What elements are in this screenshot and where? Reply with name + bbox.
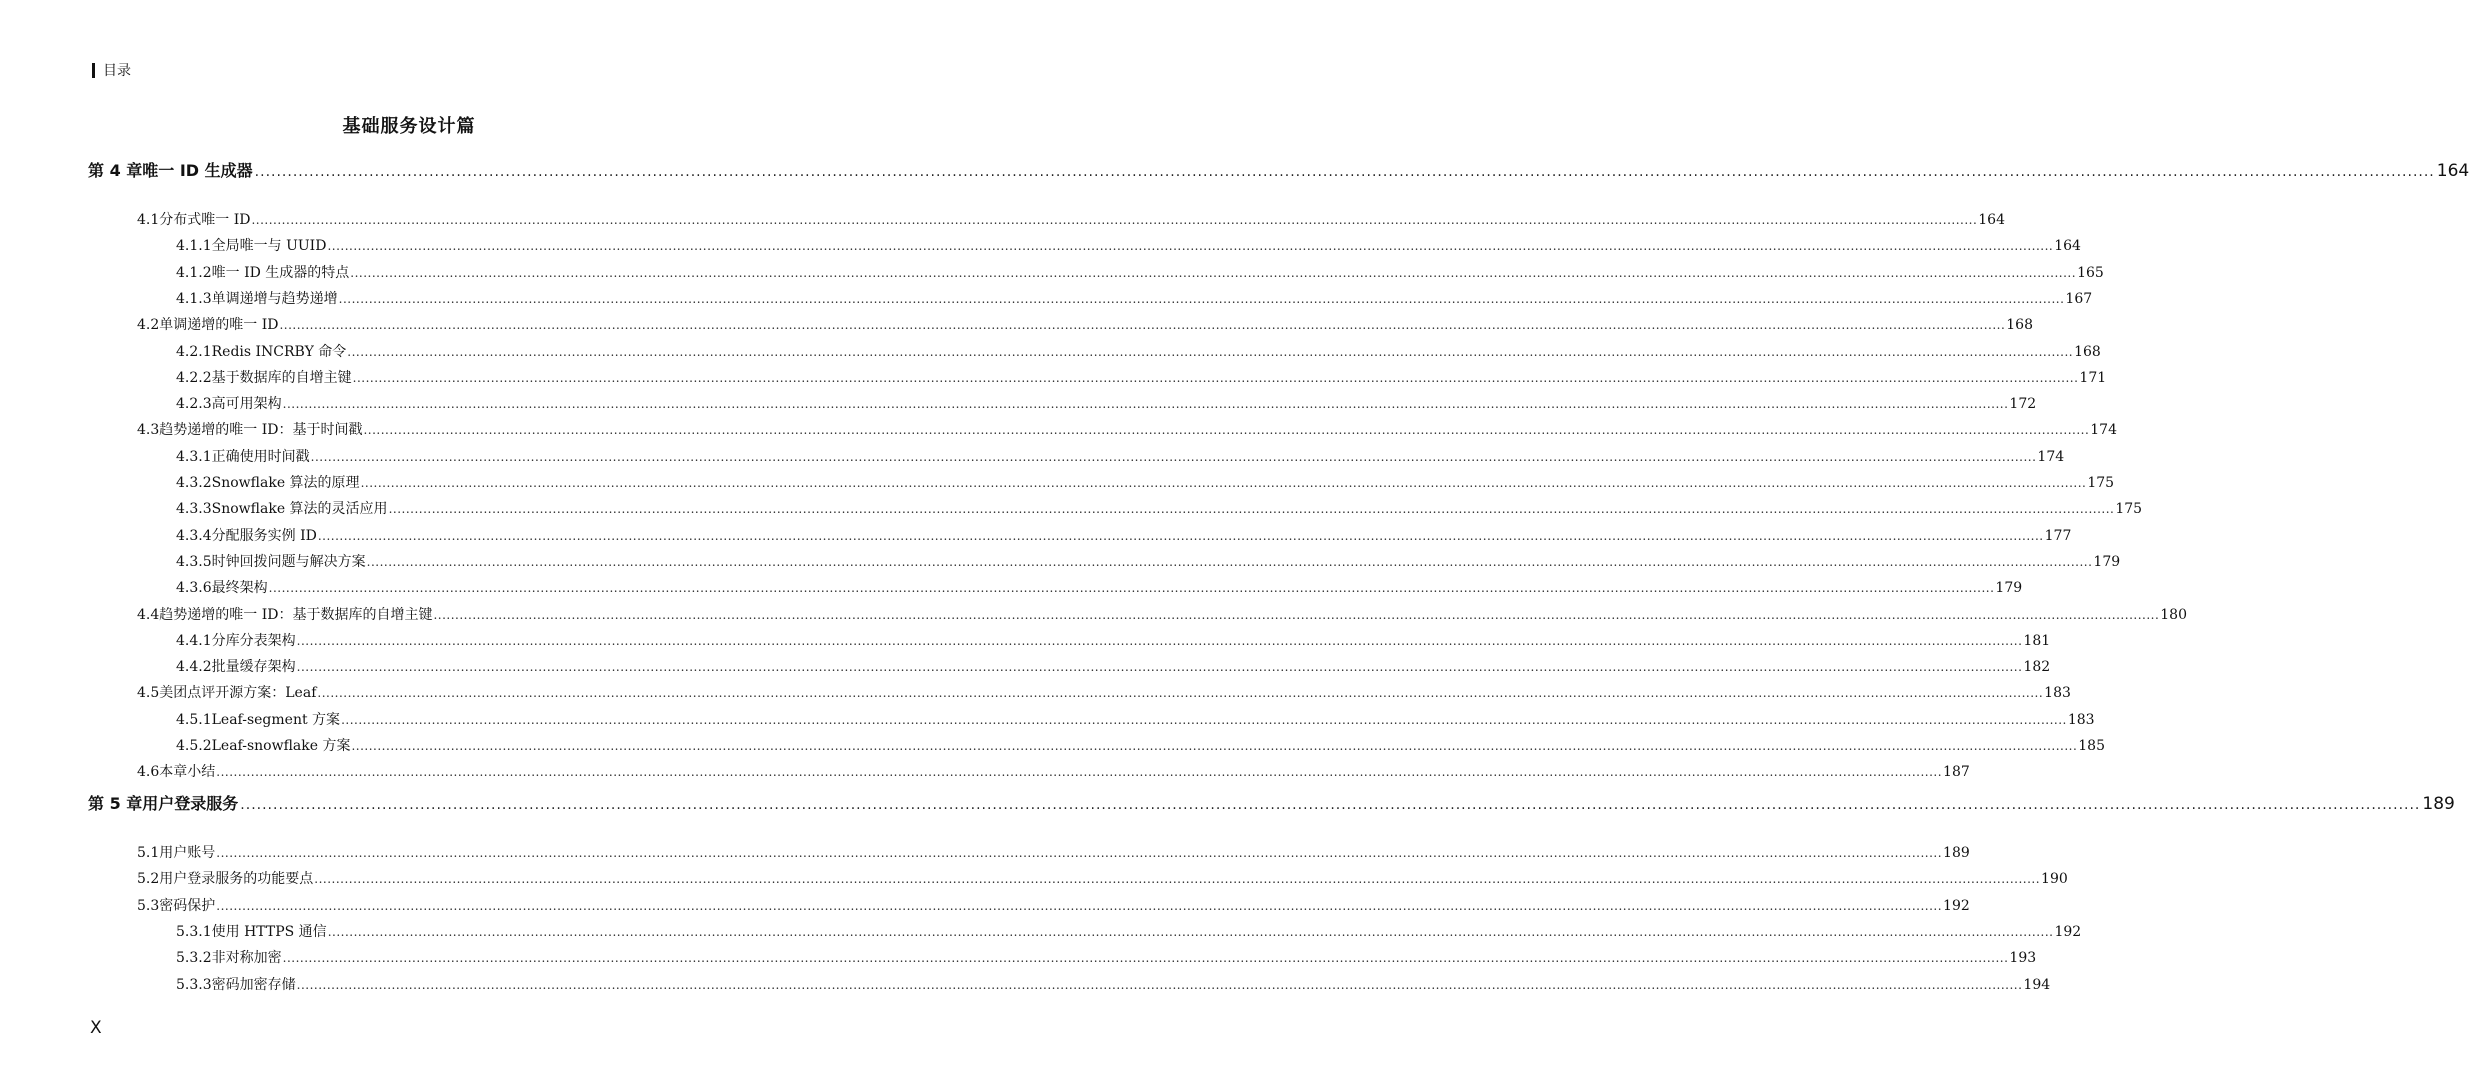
header-bar [92, 63, 95, 78]
entry-title: 分配服务实例 ID [211, 527, 317, 544]
section-entry[interactable] [137, 419, 2117, 445]
dot-leader: ................................................................................................................................................................................................................................................................................................................................................................................................................ [360, 476, 2087, 490]
chapter-title: 用户登录服务 [142, 794, 239, 813]
entry-page: 174 [2090, 422, 2117, 439]
subsection-entry[interactable] [176, 630, 2051, 656]
chapter-page: 189 [2422, 794, 2455, 814]
entry-title: 分库分表架构 [211, 632, 296, 649]
dot-leader: ................................................................................................................................................................................................................................................................................................................................................................................................................ [282, 951, 2009, 966]
entry-title: 密码加密存储 [211, 976, 296, 993]
dot-leader: ................................................................................................................................................................................................................................................................................................................................................................................................................ [279, 318, 2006, 333]
entry-number: 4.5 [137, 685, 160, 702]
dot-leader: ................................................................................................................................................................................................................................................................................................................................................................................................................ [314, 872, 2041, 887]
entry-title: 美团点评开源方案：Leaf [159, 685, 317, 702]
entry-page: 164 [2054, 238, 2081, 255]
entry-number: 4.5.1 [176, 711, 212, 728]
entry-number: 4.3.3 [176, 501, 212, 518]
part-title: 基础服务设计篇 [342, 116, 476, 137]
entry-page: 183 [2067, 711, 2095, 728]
entry-number: 4.5.2 [176, 738, 212, 754]
entry-page: 168 [2006, 317, 2033, 334]
chapter-title: 唯一 ID 生成器 [142, 161, 253, 180]
chapter-page: 164 [2436, 161, 2469, 181]
entry-page: 185 [2078, 738, 2105, 754]
entry-title: 时钟回拨问题与解决方案 [211, 553, 366, 570]
running-header [92, 60, 131, 80]
header-label: 目录 [103, 63, 131, 79]
entry-number: 4.3.5 [176, 553, 212, 570]
entry-page: 192 [2054, 923, 2082, 940]
chapter-number: 第 4 章 [88, 161, 143, 180]
subsection-entry[interactable] [176, 446, 2065, 472]
entry-number: 5.3.2 [176, 950, 212, 967]
subsection-entry[interactable] [176, 393, 2037, 419]
dot-leader: ................................................................................................................................................................................................................................................................................................................................................................................................................ [317, 528, 2044, 543]
entry-page: 177 [2044, 527, 2072, 544]
entry-title: 趋势递增的唯一 ID：基于时间戳 [159, 422, 363, 439]
dot-leader: ................................................................................................................................................................................................................................................................................................................................................................................................................ [352, 370, 2079, 385]
subsection-entry[interactable] [176, 235, 2081, 261]
dot-leader: ................................................................................................................................................................................................................................................................................................................................................................................................................ [216, 898, 1943, 913]
subsection-entry[interactable] [176, 472, 2115, 498]
entry-title: 用户账号 [159, 845, 216, 861]
entry-page: 165 [2077, 264, 2104, 281]
subsection-entry[interactable] [176, 974, 2051, 1000]
entry-title: Snowflake 算法的原理 [211, 475, 360, 491]
entry-page: 164 [1978, 212, 2005, 228]
entry-page: 175 [2087, 475, 2115, 491]
subsection-entry[interactable] [176, 498, 2143, 524]
dot-leader: ................................................................................................................................................................................................................................................................................................................................................................................................................ [388, 502, 2115, 517]
dot-leader: ................................................................................................................................................................................................................................................................................................................................................................................................................ [296, 633, 2023, 648]
entry-number: 4.3.6 [176, 580, 212, 597]
subsection-entry[interactable] [176, 735, 2105, 761]
entry-number: 4.1.2 [176, 264, 212, 281]
entry-page: 175 [2115, 501, 2143, 518]
entry-page: 174 [2037, 448, 2065, 465]
dot-leader: ................................................................................................................................................................................................................................................................................................................................................................................................................ [310, 449, 2037, 464]
dot-leader: ................................................................................................................................................................................................................................................................................................................................................................................................................ [240, 797, 2421, 813]
entry-number: 4.1.3 [176, 290, 212, 307]
entry-page: 193 [2009, 950, 2037, 967]
entry-number: 4.3.1 [176, 448, 212, 465]
entry-title: 趋势递增的唯一 ID：基于数据库的自增主键 [159, 606, 433, 623]
dot-leader: ................................................................................................................................................................................................................................................................................................................................................................................................................ [317, 686, 2044, 701]
entry-page: 168 [2074, 343, 2101, 360]
entry-title: 密码保护 [159, 897, 216, 914]
entry-number: 4.4.2 [176, 659, 212, 676]
dot-leader: ................................................................................................................................................................................................................................................................................................................................................................................................................ [366, 554, 2093, 569]
entry-number: 5.3.1 [176, 923, 212, 940]
section-entry[interactable] [137, 314, 2033, 340]
dot-leader: ................................................................................................................................................................................................................................................................................................................................................................................................................ [363, 423, 2090, 438]
entry-title: 批量缓存架构 [211, 659, 296, 676]
entry-page: 179 [1995, 580, 2023, 597]
entry-page: 189 [1943, 845, 1970, 861]
dot-leader: ................................................................................................................................................................................................................................................................................................................................................................................................................ [351, 739, 2078, 753]
entry-title: 正确使用时间戳 [211, 448, 310, 465]
subsection-entry[interactable] [176, 656, 2051, 682]
section-entry[interactable] [137, 868, 2068, 894]
section-entry[interactable] [137, 682, 2071, 708]
entry-title: 最终架构 [211, 580, 268, 597]
subsection-entry[interactable] [176, 288, 2093, 314]
dot-leader: ................................................................................................................................................................................................................................................................................................................................................................................................................ [327, 239, 2054, 254]
entry-title: Snowflake 算法的灵活应用 [211, 501, 388, 518]
dot-leader: ................................................................................................................................................................................................................................................................................................................................................................................................................ [296, 660, 2023, 675]
section-entry[interactable] [137, 604, 2187, 630]
entry-page: 171 [2079, 369, 2107, 386]
entry-title: Leaf-segment 方案 [211, 711, 341, 728]
entry-title: 本章小结 [159, 764, 216, 781]
chapter-entry[interactable] [88, 158, 2469, 181]
page-number: X [90, 1018, 102, 1038]
entry-number: 4.2.2 [176, 369, 212, 386]
dot-leader: ................................................................................................................................................................................................................................................................................................................................................................................................................ [251, 213, 1978, 227]
dot-leader: ................................................................................................................................................................................................................................................................................................................................................................................................................ [268, 581, 1995, 596]
entry-title: Redis INCRBY 命令 [211, 343, 347, 360]
dot-leader: ................................................................................................................................................................................................................................................................................................................................................................................................................ [347, 344, 2074, 359]
entry-number: 4.3 [137, 422, 160, 439]
entry-title: 非对称加密 [211, 950, 282, 967]
entry-number: 5.3 [137, 897, 160, 914]
dot-leader: ................................................................................................................................................................................................................................................................................................................................................................................................................ [350, 265, 2077, 280]
entry-page: 167 [2065, 290, 2093, 307]
subsection-entry[interactable] [176, 947, 2037, 973]
entry-page: 194 [2023, 976, 2051, 993]
entry-page: 183 [2044, 685, 2071, 702]
entry-title: 唯一 ID 生成器的特点 [211, 264, 350, 281]
entry-number: 4.3.2 [176, 475, 212, 491]
entry-number: 4.2 [137, 317, 160, 334]
dot-leader: ................................................................................................................................................................................................................................................................................................................................................................................................................ [341, 712, 2067, 727]
entry-number: 4.2.1 [176, 343, 212, 360]
dot-leader: ................................................................................................................................................................................................................................................................................................................................................................................................................ [296, 977, 2023, 992]
entry-title: 使用 HTTPS 通信 [211, 923, 327, 940]
dot-leader: ................................................................................................................................................................................................................................................................................................................................................................................................................ [216, 846, 1943, 860]
entry-number: 4.4.1 [176, 632, 212, 649]
entry-title: 用户登录服务的功能要点 [159, 871, 314, 888]
section-entry[interactable] [137, 895, 1970, 921]
entry-page: 190 [2041, 871, 2068, 888]
dot-leader: ................................................................................................................................................................................................................................................................................................................................................................................................................ [433, 607, 2160, 622]
subsection-entry[interactable] [176, 577, 2023, 603]
entry-page: 192 [1943, 897, 1970, 914]
subsection-entry[interactable] [176, 551, 2121, 577]
dot-leader: ................................................................................................................................................................................................................................................................................................................................................................................................................ [216, 765, 1943, 780]
subsection-entry[interactable] [176, 341, 2101, 367]
chapter-number: 第 5 章 [88, 794, 143, 813]
entry-title: Leaf-snowflake 方案 [211, 738, 351, 754]
subsection-entry[interactable] [176, 367, 2107, 393]
dot-leader: ................................................................................................................................................................................................................................................................................................................................................................................................................ [338, 291, 2065, 306]
entry-number: 4.3.4 [176, 527, 212, 544]
entry-number: 4.2.3 [176, 396, 212, 413]
entry-page: 187 [1943, 764, 1970, 781]
section-entry[interactable] [137, 761, 1970, 787]
entry-title: 分布式唯一 ID [159, 212, 251, 228]
entry-number: 5.3.3 [176, 976, 212, 993]
dot-leader: ................................................................................................................................................................................................................................................................................................................................................................................................................ [327, 924, 2054, 939]
entry-page: 182 [2023, 659, 2051, 676]
section-entry[interactable] [137, 842, 1970, 868]
entry-page: 180 [2160, 606, 2187, 623]
entry-page: 179 [2093, 553, 2121, 570]
entry-number: 4.4 [137, 606, 160, 623]
entry-number: 4.6 [137, 764, 160, 781]
dot-leader: ................................................................................................................................................................................................................................................................................................................................................................................................................ [254, 164, 2435, 180]
entry-title: 高可用架构 [211, 396, 282, 413]
entry-title: 单调递增与趋势递增 [211, 290, 338, 307]
entry-number: 4.1.1 [176, 238, 212, 255]
entry-title: 单调递增的唯一 ID [159, 317, 279, 334]
entry-title: 全局唯一与 UUID [211, 238, 327, 255]
entry-number: 5.1 [137, 845, 160, 861]
subsection-entry[interactable] [176, 262, 2104, 288]
dot-leader: ................................................................................................................................................................................................................................................................................................................................................................................................................ [282, 397, 2009, 412]
entry-title: 基于数据库的自增主键 [211, 369, 352, 386]
subsection-entry[interactable] [176, 709, 2095, 735]
subsection-entry[interactable] [176, 525, 2072, 551]
entry-number: 5.2 [137, 871, 160, 888]
entry-number: 4.1 [137, 212, 160, 228]
chapter-entry[interactable] [88, 791, 2455, 814]
entry-page: 181 [2023, 632, 2051, 649]
entry-page: 172 [2009, 396, 2037, 413]
subsection-entry[interactable] [176, 921, 2082, 947]
section-entry[interactable] [137, 209, 2005, 235]
